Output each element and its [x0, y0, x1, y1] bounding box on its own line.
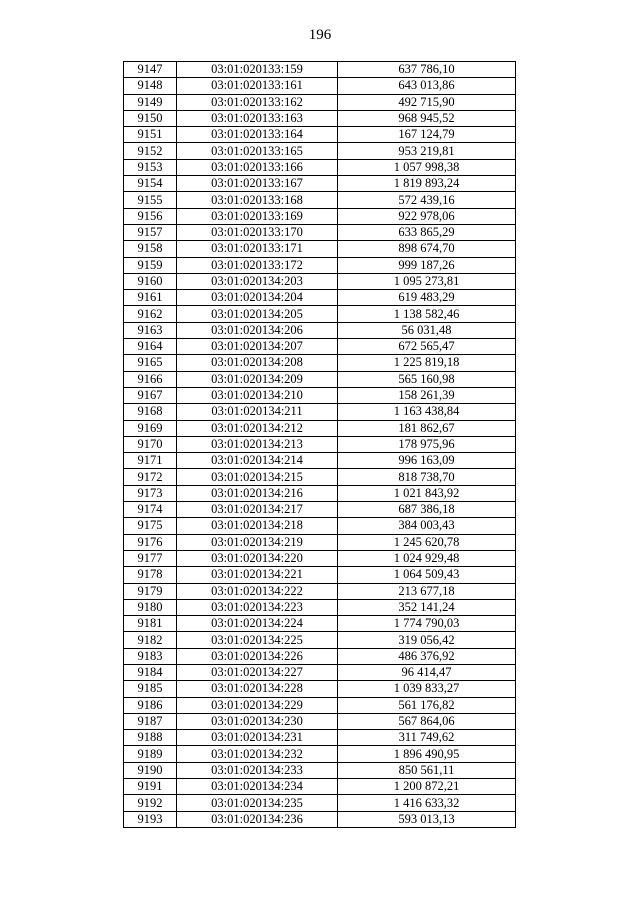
cadastral-number-cell: 03:01:020134:209	[177, 371, 338, 387]
cadastral-number-cell: 03:01:020134:203	[177, 273, 338, 289]
cadastral-number-cell: 03:01:020134:230	[177, 713, 338, 729]
cadastral-number-cell: 03:01:020134:221	[177, 567, 338, 583]
row-number-cell: 9190	[124, 762, 177, 778]
row-number-cell: 9165	[124, 355, 177, 371]
table-row	[124, 730, 516, 746]
cadastral-value-cell: 1 021 843,92	[338, 485, 516, 501]
cadastral-value-cell: 1 138 582,46	[338, 306, 516, 322]
table-row	[124, 436, 516, 452]
cadastral-value-cell: 1 225 819,18	[338, 355, 516, 371]
table-body	[124, 62, 516, 828]
table-row	[124, 811, 516, 827]
row-number-cell: 9152	[124, 143, 177, 159]
table-row	[124, 78, 516, 94]
cadastral-number-cell: 03:01:020133:162	[177, 94, 338, 110]
table-row	[124, 224, 516, 240]
row-number-cell: 9178	[124, 567, 177, 583]
cadastral-number-cell: 03:01:020133:172	[177, 257, 338, 273]
cadastral-value-cell: 1 200 872,21	[338, 779, 516, 795]
row-number-cell: 9182	[124, 632, 177, 648]
row-number-cell: 9181	[124, 616, 177, 632]
cadastral-value-cell: 633 865,29	[338, 224, 516, 240]
cadastral-number-cell: 03:01:020133:169	[177, 208, 338, 224]
cadastral-number-cell: 03:01:020134:206	[177, 322, 338, 338]
row-number-cell: 9193	[124, 811, 177, 827]
table-row	[124, 762, 516, 778]
cadastral-value-cell: 492 715,90	[338, 94, 516, 110]
cadastral-number-cell: 03:01:020134:213	[177, 436, 338, 452]
row-number-cell: 9164	[124, 339, 177, 355]
table-row	[124, 502, 516, 518]
row-number-cell: 9155	[124, 192, 177, 208]
row-number-cell: 9192	[124, 795, 177, 811]
cadastral-value-cell: 311 749,62	[338, 730, 516, 746]
cadastral-number-cell: 03:01:020134:224	[177, 616, 338, 632]
cadastral-number-cell: 03:01:020134:211	[177, 404, 338, 420]
cadastral-number-cell: 03:01:020133:170	[177, 224, 338, 240]
row-number-cell: 9169	[124, 420, 177, 436]
cadastral-number-cell: 03:01:020134:216	[177, 485, 338, 501]
cadastral-number-cell: 03:01:020134:227	[177, 664, 338, 680]
row-number-cell: 9174	[124, 502, 177, 518]
row-number-cell: 9163	[124, 322, 177, 338]
table-row	[124, 550, 516, 566]
cadastral-value-cell: 486 376,92	[338, 648, 516, 664]
cadastral-value-cell: 213 677,18	[338, 583, 516, 599]
cadastral-number-cell: 03:01:020134:205	[177, 306, 338, 322]
cadastral-number-cell: 03:01:020134:217	[177, 502, 338, 518]
cadastral-value-cell: 999 187,26	[338, 257, 516, 273]
cadastral-number-cell: 03:01:020134:220	[177, 550, 338, 566]
cadastral-value-cell: 687 386,18	[338, 502, 516, 518]
cadastral-number-cell: 03:01:020134:226	[177, 648, 338, 664]
cadastral-value-cell: 1 819 893,24	[338, 176, 516, 192]
table-row	[124, 469, 516, 485]
cadastral-value-cell: 1 024 929,48	[338, 550, 516, 566]
row-number-cell: 9147	[124, 62, 177, 78]
cadastral-value-cell: 672 565,47	[338, 339, 516, 355]
cadastral-value-cell: 565 160,98	[338, 371, 516, 387]
table-row	[124, 62, 516, 78]
table-row	[124, 208, 516, 224]
table-row	[124, 387, 516, 403]
table-row	[124, 110, 516, 126]
table-row	[124, 127, 516, 143]
row-number-cell: 9159	[124, 257, 177, 273]
cadastral-number-cell: 03:01:020134:228	[177, 681, 338, 697]
cadastral-value-cell: 1 064 509,43	[338, 567, 516, 583]
cadastral-number-cell: 03:01:020134:234	[177, 779, 338, 795]
row-number-cell: 9158	[124, 241, 177, 257]
row-number-cell: 9180	[124, 599, 177, 615]
cadastral-number-cell: 03:01:020134:210	[177, 387, 338, 403]
table-row	[124, 290, 516, 306]
row-number-cell: 9186	[124, 697, 177, 713]
cadastral-value-cell: 167 124,79	[338, 127, 516, 143]
table-row	[124, 795, 516, 811]
cadastral-value-cell: 1 057 998,38	[338, 159, 516, 175]
row-number-cell: 9177	[124, 550, 177, 566]
cadastral-number-cell: 03:01:020134:225	[177, 632, 338, 648]
row-number-cell: 9185	[124, 681, 177, 697]
row-number-cell: 9175	[124, 518, 177, 534]
row-number-cell: 9179	[124, 583, 177, 599]
cadastral-number-cell: 03:01:020134:233	[177, 762, 338, 778]
row-number-cell: 9162	[124, 306, 177, 322]
cadastral-value-cell: 968 945,52	[338, 110, 516, 126]
row-number-cell: 9189	[124, 746, 177, 762]
table-row	[124, 681, 516, 697]
cadastral-number-cell: 03:01:020133:165	[177, 143, 338, 159]
cadastral-value-cell: 1 774 790,03	[338, 616, 516, 632]
table-row	[124, 339, 516, 355]
table-row	[124, 616, 516, 632]
table-row	[124, 453, 516, 469]
table-row	[124, 697, 516, 713]
cadastral-number-cell: 03:01:020134:236	[177, 811, 338, 827]
cadastral-value-cell: 178 975,96	[338, 436, 516, 452]
table-row	[124, 648, 516, 664]
row-number-cell: 9172	[124, 469, 177, 485]
table-row	[124, 159, 516, 175]
row-number-cell: 9166	[124, 371, 177, 387]
cadastral-number-cell: 03:01:020133:167	[177, 176, 338, 192]
table-row	[124, 518, 516, 534]
cadastral-number-cell: 03:01:020134:222	[177, 583, 338, 599]
cadastral-value-cell: 181 862,67	[338, 420, 516, 436]
table-row	[124, 583, 516, 599]
cadastral-value-cell: 1 095 273,81	[338, 273, 516, 289]
cadastral-number-cell: 03:01:020134:223	[177, 599, 338, 615]
cadastral-number-cell: 03:01:020133:163	[177, 110, 338, 126]
cadastral-number-cell: 03:01:020134:208	[177, 355, 338, 371]
cadastral-value-cell: 1 896 490,95	[338, 746, 516, 762]
row-number-cell: 9151	[124, 127, 177, 143]
row-number-cell: 9183	[124, 648, 177, 664]
cadastral-number-cell: 03:01:020134:214	[177, 453, 338, 469]
row-number-cell: 9191	[124, 779, 177, 795]
row-number-cell: 9161	[124, 290, 177, 306]
cadastral-value-cell: 384 003,43	[338, 518, 516, 534]
table-row	[124, 779, 516, 795]
cadastral-value-cell: 352 141,24	[338, 599, 516, 615]
cadastral-number-cell: 03:01:020133:168	[177, 192, 338, 208]
row-number-cell: 9168	[124, 404, 177, 420]
row-number-cell: 9149	[124, 94, 177, 110]
cadastral-number-cell: 03:01:020134:235	[177, 795, 338, 811]
cadastral-value-cell: 643 013,86	[338, 78, 516, 94]
cadastral-value-cell: 561 176,82	[338, 697, 516, 713]
row-number-cell: 9160	[124, 273, 177, 289]
table-row	[124, 599, 516, 615]
cadastral-value-cell: 850 561,11	[338, 762, 516, 778]
table-row	[124, 273, 516, 289]
row-number-cell: 9156	[124, 208, 177, 224]
row-number-cell: 9148	[124, 78, 177, 94]
page-number: 196	[308, 27, 332, 43]
cadastral-value-cell: 96 414,47	[338, 664, 516, 680]
table-row	[124, 485, 516, 501]
cadastral-value-cell: 1 416 633,32	[338, 795, 516, 811]
table-row	[124, 420, 516, 436]
cadastral-value-cell: 593 013,13	[338, 811, 516, 827]
cadastral-value-cell: 922 978,06	[338, 208, 516, 224]
cadastral-number-cell: 03:01:020134:218	[177, 518, 338, 534]
table-row	[124, 241, 516, 257]
cadastral-number-cell: 03:01:020134:212	[177, 420, 338, 436]
cadastral-number-cell: 03:01:020133:164	[177, 127, 338, 143]
cadastral-value-cell: 567 864,06	[338, 713, 516, 729]
row-number-cell: 9171	[124, 453, 177, 469]
cadastral-number-cell: 03:01:020134:229	[177, 697, 338, 713]
cadastral-number-cell: 03:01:020134:232	[177, 746, 338, 762]
table-row	[124, 534, 516, 550]
table-row	[124, 567, 516, 583]
table-row	[124, 664, 516, 680]
cadastral-value-cell: 619 483,29	[338, 290, 516, 306]
row-number-cell: 9157	[124, 224, 177, 240]
table-row	[124, 713, 516, 729]
row-number-cell: 9153	[124, 159, 177, 175]
row-number-cell: 9173	[124, 485, 177, 501]
cadastral-value-cell: 953 219,81	[338, 143, 516, 159]
table-row	[124, 404, 516, 420]
cadastral-number-cell: 03:01:020133:161	[177, 78, 338, 94]
cadastral-number-cell: 03:01:020134:219	[177, 534, 338, 550]
cadastral-value-cell: 818 738,70	[338, 469, 516, 485]
cadastral-value-cell: 158 261,39	[338, 387, 516, 403]
table-row	[124, 371, 516, 387]
cadastral-value-cell: 572 439,16	[338, 192, 516, 208]
table-row	[124, 143, 516, 159]
cadastral-value-cell: 996 163,09	[338, 453, 516, 469]
row-number-cell: 9150	[124, 110, 177, 126]
row-number-cell: 9154	[124, 176, 177, 192]
cadastral-value-cell: 1 039 833,27	[338, 681, 516, 697]
row-number-cell: 9184	[124, 664, 177, 680]
row-number-cell: 9188	[124, 730, 177, 746]
cadastral-number-cell: 03:01:020133:166	[177, 159, 338, 175]
cadastral-number-cell: 03:01:020134:231	[177, 730, 338, 746]
cadastral-number-cell: 03:01:020133:171	[177, 241, 338, 257]
cadastral-number-cell: 03:01:020133:159	[177, 62, 338, 78]
table-row	[124, 257, 516, 273]
table-row	[124, 746, 516, 762]
cadastral-value-cell: 1 163 438,84	[338, 404, 516, 420]
table-row	[124, 306, 516, 322]
row-number-cell: 9187	[124, 713, 177, 729]
table-row	[124, 192, 516, 208]
table-row	[124, 176, 516, 192]
table-row	[124, 94, 516, 110]
cadastral-number-cell: 03:01:020134:215	[177, 469, 338, 485]
row-number-cell: 9170	[124, 436, 177, 452]
cadastral-value-table	[123, 61, 516, 828]
cadastral-value-cell: 319 056,42	[338, 632, 516, 648]
cadastral-number-cell: 03:01:020134:204	[177, 290, 338, 306]
cadastral-value-cell: 898 674,70	[338, 241, 516, 257]
cadastral-value-cell: 637 786,10	[338, 62, 516, 78]
row-number-cell: 9176	[124, 534, 177, 550]
table-row	[124, 632, 516, 648]
cadastral-value-cell: 56 031,48	[338, 322, 516, 338]
table-row	[124, 355, 516, 371]
row-number-cell: 9167	[124, 387, 177, 403]
cadastral-value-cell: 1 245 620,78	[338, 534, 516, 550]
cadastral-number-cell: 03:01:020134:207	[177, 339, 338, 355]
table-row	[124, 322, 516, 338]
